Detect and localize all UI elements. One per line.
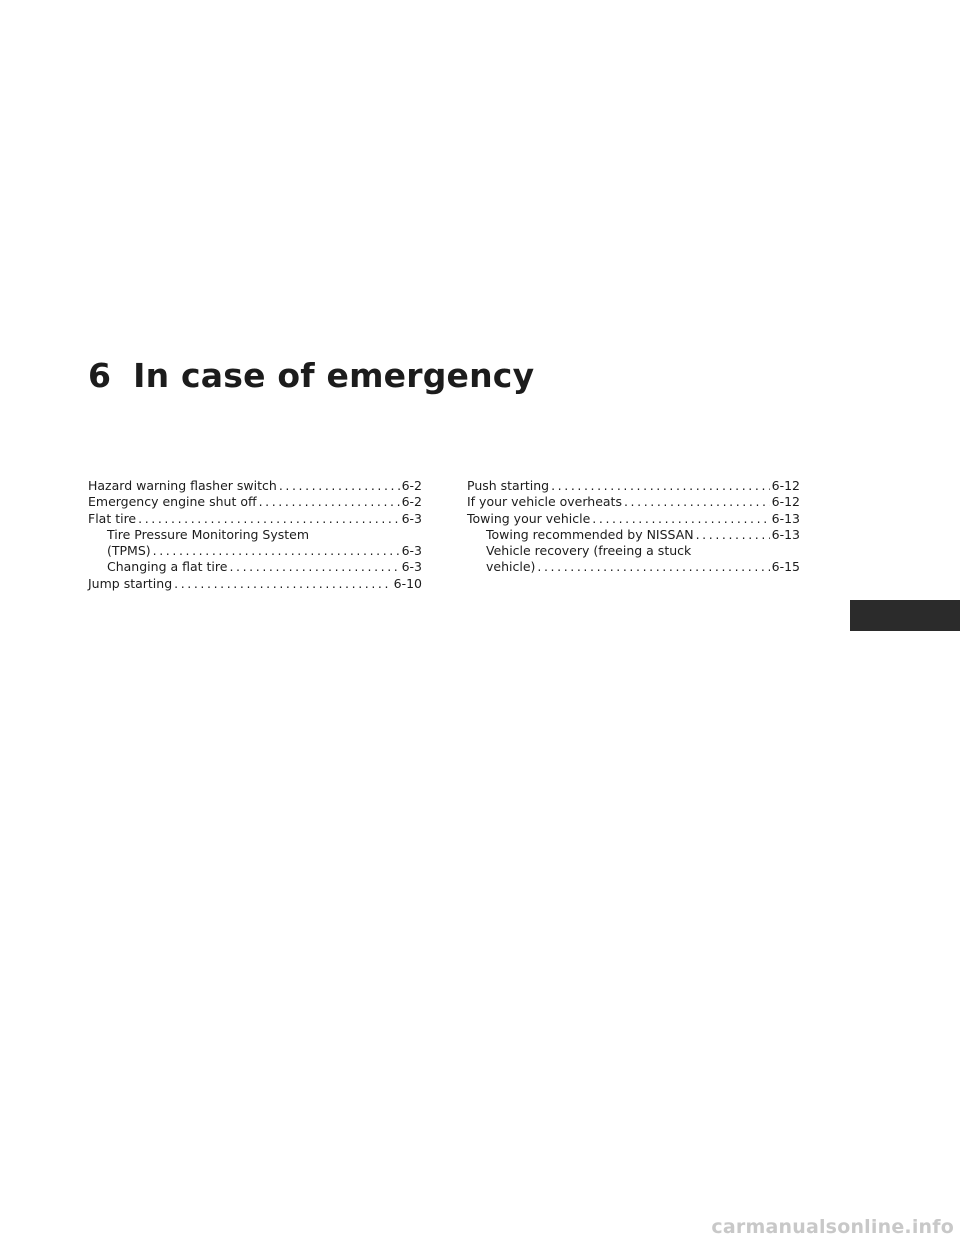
toc-entry-hazard-warning[interactable] bbox=[88, 478, 422, 494]
toc-entry-towing-recommended[interactable] bbox=[467, 527, 800, 543]
watermark: carmanualsonline.info bbox=[711, 1216, 954, 1238]
toc-right-column bbox=[467, 478, 800, 576]
toc-entry-page: 6-10 bbox=[393, 575, 422, 591]
toc-entry-changing-flat-tire[interactable] bbox=[88, 559, 422, 575]
toc-entry-label-line1: Vehicle recovery (freeing a stuck bbox=[486, 543, 692, 559]
toc-entry-vehicle-recovery[interactable] bbox=[467, 543, 800, 576]
toc-leader-dots bbox=[537, 559, 769, 575]
toc-entry-label: Push starting bbox=[467, 478, 550, 493]
toc-entry-flat-tire[interactable] bbox=[88, 511, 422, 527]
chapter-tab-marker bbox=[850, 600, 960, 631]
toc-entry-vehicle-overheats[interactable] bbox=[467, 494, 800, 510]
toc-left-column bbox=[88, 478, 422, 592]
toc-entry-label: Emergency engine shut off bbox=[88, 494, 257, 510]
toc-entry-label: Changing a flat tire bbox=[107, 559, 228, 575]
toc-entry-label: Towing your vehicle bbox=[467, 510, 591, 526]
chapter-number: 6 bbox=[88, 356, 112, 395]
toc-entry-page: 6-13 bbox=[771, 526, 800, 542]
chapter-title bbox=[88, 356, 534, 395]
toc-entry-label-line2: vehicle) bbox=[486, 559, 536, 575]
toc-entry-page: 6-12 bbox=[771, 494, 800, 510]
toc-entry-label: Flat tire bbox=[88, 510, 137, 526]
toc-entry-page: 6-3 bbox=[401, 559, 422, 575]
toc-entry-jump-starting[interactable] bbox=[88, 576, 422, 592]
toc-entry-page: 6-12 bbox=[771, 478, 800, 493]
toc-leader-dots bbox=[259, 494, 400, 510]
toc-entry-towing-vehicle[interactable] bbox=[467, 511, 800, 527]
toc-leader-dots bbox=[551, 478, 770, 494]
toc-entry-page: 6-13 bbox=[771, 510, 800, 526]
toc-entry-page: 6-15 bbox=[771, 559, 800, 575]
toc-leader-dots bbox=[592, 511, 769, 527]
toc-entry-label: Jump starting bbox=[88, 575, 173, 591]
toc-entry-label: Hazard warning flasher switch bbox=[88, 478, 277, 493]
toc-leader-dots bbox=[696, 527, 770, 543]
toc-entry-tpms[interactable] bbox=[88, 527, 422, 560]
toc-entry-page: 6-3 bbox=[401, 543, 422, 559]
toc-leader-dots bbox=[174, 576, 391, 592]
toc-entry-page: 6-3 bbox=[401, 510, 422, 526]
toc-entry-label: Towing recommended by NISSAN bbox=[486, 526, 694, 542]
toc-leader-dots bbox=[279, 478, 400, 494]
toc-entry-engine-shut-off[interactable] bbox=[88, 494, 422, 510]
toc-entry-label: If your vehicle overheats bbox=[467, 494, 622, 510]
toc-leader-dots bbox=[138, 511, 399, 527]
chapter-title-text: In case of emergency bbox=[133, 356, 535, 395]
toc-leader-dots bbox=[153, 543, 400, 559]
toc-entry-label-line1: Tire Pressure Monitoring System bbox=[107, 526, 310, 542]
toc-entry-page: 6-2 bbox=[401, 494, 422, 510]
toc-leader-dots bbox=[229, 559, 399, 575]
toc-entry-label-line2: (TPMS) bbox=[107, 543, 151, 559]
toc-entry-push-starting[interactable] bbox=[467, 478, 800, 494]
toc-entry-page: 6-2 bbox=[401, 478, 422, 493]
toc-leader-dots bbox=[624, 494, 770, 510]
